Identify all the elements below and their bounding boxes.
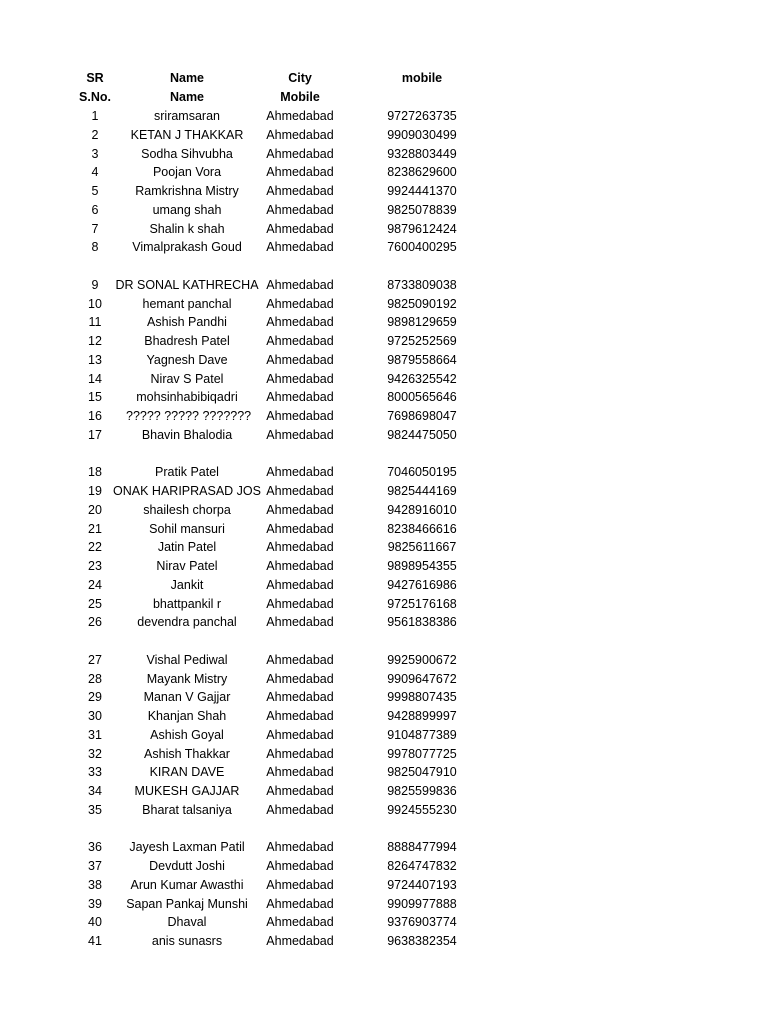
- header-name-2: Name: [169, 90, 205, 104]
- row-city: Ahmedabad: [266, 840, 334, 855]
- row-mobile: 9825611667: [387, 540, 457, 555]
- table-row: [0, 182, 768, 201]
- row-sr: 4: [91, 165, 99, 180]
- row-name: Arun Kumar Awasthi: [130, 877, 244, 892]
- row-mobile: 8733809038: [387, 277, 457, 292]
- row-sr: 12: [88, 334, 102, 348]
- row-city: Ahmedabad: [266, 746, 334, 761]
- row-sr: 22: [88, 540, 102, 555]
- row-mobile: 8238466616: [387, 521, 457, 536]
- row-mobile: 9825047910: [387, 765, 457, 780]
- row-mobile: 9638382354: [387, 934, 457, 948]
- table-row: [0, 876, 768, 895]
- row-sr: 27: [88, 652, 102, 667]
- row-name: Jatin Patel: [157, 540, 217, 555]
- row-mobile: 7046050195: [387, 465, 457, 480]
- row-name: Pratik Patel: [155, 465, 219, 480]
- row-mobile: 8888477994: [387, 840, 457, 855]
- row-city: Ahmedabad: [266, 146, 334, 161]
- table-row: [0, 145, 768, 164]
- row-sr: 36: [88, 840, 102, 855]
- row-city: Ahmedabad: [266, 409, 334, 423]
- row-mobile: 9428899997: [387, 709, 457, 723]
- row-name: sriramsaran: [154, 109, 220, 123]
- row-city: Ahmedabad: [266, 559, 334, 573]
- row-sr: 14: [88, 371, 102, 386]
- row-name: Poojan Vora: [152, 165, 222, 180]
- row-city: Ahmedabad: [266, 184, 334, 198]
- row-mobile: 9924441370: [387, 184, 457, 198]
- row-name: devendra panchal: [137, 615, 237, 630]
- row-mobile: 9376903774: [387, 915, 457, 930]
- row-mobile: 9924555230: [387, 802, 457, 817]
- row-city: Ahmedabad: [266, 577, 334, 592]
- row-name: Mayank Mistry: [146, 671, 228, 686]
- table-row: [0, 295, 768, 314]
- row-mobile: 8000565646: [387, 390, 457, 405]
- table-row: [0, 557, 768, 576]
- row-sr: 28: [88, 671, 102, 686]
- row-name: Sodha Sihvubha: [141, 146, 233, 161]
- table-row: [0, 913, 768, 932]
- row-city: Ahmedabad: [266, 352, 334, 367]
- row-name: Khanjan Shah: [147, 709, 227, 723]
- row-mobile: 8238629600: [387, 165, 457, 180]
- row-city: Ahmedabad: [266, 240, 334, 255]
- table-row: [0, 501, 768, 520]
- table-row: [0, 313, 768, 332]
- row-sr: 23: [88, 559, 102, 573]
- table-row: [0, 276, 768, 295]
- row-sr: 8: [91, 240, 99, 255]
- row-city: Ahmedabad: [266, 765, 334, 780]
- table-row: [0, 538, 768, 557]
- row-name: Sohil mansuri: [149, 521, 225, 536]
- row-mobile: 9825444169: [387, 484, 457, 498]
- row-city: Ahmedabad: [266, 521, 334, 536]
- row-mobile: 9925900672: [387, 652, 457, 667]
- row-city: Ahmedabad: [266, 671, 334, 686]
- row-name: Nirav Patel: [156, 559, 218, 573]
- row-city: Ahmedabad: [266, 690, 334, 705]
- table-row: [0, 670, 768, 689]
- row-mobile: 9428916010: [387, 502, 457, 517]
- row-name: MUKESH GAJJAR: [134, 784, 240, 798]
- row-city: Ahmedabad: [266, 296, 334, 311]
- row-name: Shalin k shah: [149, 221, 225, 236]
- row-city: Ahmedabad: [266, 277, 334, 292]
- row-city: Ahmedabad: [266, 465, 334, 480]
- row-name: Devdutt Joshi: [149, 859, 225, 873]
- table-row: [0, 707, 768, 726]
- row-mobile: 9104877389: [387, 727, 457, 742]
- row-sr: 11: [88, 315, 102, 330]
- header-sno: S.No.: [79, 90, 111, 104]
- table-row: [0, 857, 768, 876]
- table-row: [0, 838, 768, 857]
- row-mobile: 8264747832: [387, 859, 457, 873]
- row-sr: 38: [88, 877, 102, 892]
- table-row: [0, 332, 768, 351]
- row-mobile: 9427616986: [387, 577, 457, 592]
- row-name: Ashish Thakkar: [144, 746, 230, 761]
- row-sr: 32: [88, 746, 102, 761]
- row-city: Ahmedabad: [266, 315, 334, 330]
- row-city: Ahmedabad: [266, 127, 334, 142]
- row-mobile: 9898129659: [387, 315, 457, 330]
- row-sr: 10: [88, 296, 102, 311]
- row-sr: 19: [88, 484, 102, 498]
- row-city: Ahmedabad: [266, 934, 334, 948]
- row-city: Ahmedabad: [266, 427, 334, 442]
- table-row: [0, 220, 768, 239]
- row-city: Ahmedabad: [266, 540, 334, 555]
- table-row: [0, 595, 768, 614]
- row-sr: 41: [88, 934, 102, 948]
- header-sr: SR: [86, 71, 104, 85]
- row-sr: 13: [88, 352, 102, 367]
- table-row: [0, 895, 768, 914]
- row-mobile: 9727263735: [387, 109, 457, 123]
- table-row: [0, 388, 768, 407]
- row-city: Ahmedabad: [266, 109, 334, 123]
- row-city: Ahmedabad: [266, 371, 334, 386]
- row-name: Jankit: [170, 577, 204, 592]
- row-sr: 17: [88, 427, 102, 442]
- row-mobile: 9725176168: [387, 596, 457, 611]
- row-name-text: ONAK HARIPRASAD JOS: [113, 484, 261, 498]
- header-row-1: [0, 69, 768, 88]
- row-sr: 2: [91, 127, 99, 142]
- row-mobile: 9426325542: [387, 371, 457, 386]
- row-name: Nirav S Patel: [150, 371, 224, 386]
- row-name: KETAN J THAKKAR: [130, 127, 244, 142]
- row-city: Ahmedabad: [266, 709, 334, 723]
- row-city: Ahmedabad: [266, 652, 334, 667]
- row-sr: 15: [88, 390, 102, 405]
- row-mobile: 9328803449: [387, 146, 457, 161]
- row-city: Ahmedabad: [266, 784, 334, 798]
- row-name: shailesh chorpa: [143, 502, 231, 517]
- row-mobile: 9909647672: [387, 671, 457, 686]
- row-name: bhattpankil r: [152, 596, 222, 611]
- row-mobile: 9825599836: [387, 784, 457, 798]
- row-sr: 37: [88, 859, 102, 873]
- row-mobile: 9879612424: [387, 221, 457, 236]
- row-city: Ahmedabad: [266, 727, 334, 742]
- row-sr: 30: [88, 709, 102, 723]
- row-sr: 39: [88, 896, 102, 911]
- row-city: Ahmedabad: [266, 334, 334, 348]
- table-row: [0, 370, 768, 389]
- row-name: Vimalprakash Goud: [132, 240, 242, 255]
- row-sr: 1: [91, 109, 99, 123]
- table-row: [0, 745, 768, 764]
- row-name: umang shah: [152, 202, 222, 217]
- row-name: Sapan Pankaj Munshi: [126, 896, 248, 911]
- row-mobile: 9879558664: [387, 352, 457, 367]
- table-row: [0, 126, 768, 145]
- row-name: Yagnesh Dave: [146, 352, 228, 367]
- row-sr: 25: [88, 596, 102, 611]
- row-mobile: 9909977888: [387, 896, 457, 911]
- row-city: Ahmedabad: [266, 202, 334, 217]
- row-name-text: DR SONAL KATHRECHA: [115, 277, 259, 292]
- row-mobile: 9825078839: [387, 202, 457, 217]
- row-name: hemant panchal: [142, 296, 232, 311]
- row-sr: 26: [88, 615, 102, 630]
- row-mobile: 7698698047: [387, 409, 457, 423]
- table-row: [0, 688, 768, 707]
- row-name: Bhavin Bhalodia: [141, 427, 233, 442]
- header-blank: [378, 88, 466, 107]
- row-sr: 5: [91, 184, 99, 198]
- table-row: [0, 520, 768, 539]
- header-name: Name: [169, 71, 205, 85]
- table-row: [0, 651, 768, 670]
- header-row-2: [0, 88, 768, 107]
- row-sr: 33: [88, 765, 102, 780]
- row-mobile: 9725252569: [387, 334, 457, 348]
- row-name: Bhadresh Patel: [144, 334, 230, 348]
- row-sr: 21: [88, 521, 102, 536]
- table-row: [0, 782, 768, 801]
- row-name: Ramkrishna Mistry: [135, 184, 239, 198]
- row-name: [113, 482, 261, 501]
- row-sr: 18: [88, 465, 102, 480]
- table-row: [0, 107, 768, 126]
- row-city: Ahmedabad: [266, 484, 334, 498]
- row-city: Ahmedabad: [266, 896, 334, 911]
- row-city: Ahmedabad: [266, 877, 334, 892]
- table-row: [0, 463, 768, 482]
- table-row: [0, 201, 768, 220]
- row-sr: 3: [91, 146, 99, 161]
- row-mobile: 9724407193: [387, 877, 457, 892]
- row-name: Ashish Goyal: [150, 727, 224, 742]
- table-row: [0, 726, 768, 745]
- table-row: [0, 238, 768, 257]
- row-sr: 7: [91, 221, 99, 236]
- row-sr: 34: [88, 784, 102, 798]
- row-mobile: 9898954355: [387, 559, 457, 573]
- row-name: Vishal Pediwal: [146, 652, 228, 667]
- row-name: ????? ????? ???????: [126, 409, 252, 423]
- row-sr: 16: [88, 409, 102, 423]
- row-name: KIRAN DAVE: [149, 765, 225, 780]
- row-sr: 9: [91, 277, 99, 292]
- row-name: Dhaval: [167, 915, 207, 930]
- row-city: Ahmedabad: [266, 859, 334, 873]
- row-city: Ahmedabad: [266, 221, 334, 236]
- row-mobile: 9998807435: [387, 690, 457, 705]
- row-sr: 40: [88, 915, 102, 930]
- header-mobile-2: Mobile: [280, 90, 320, 104]
- table-row: [0, 163, 768, 182]
- row-name: anis sunasrs: [151, 934, 223, 948]
- row-city: Ahmedabad: [266, 502, 334, 517]
- table-row: [0, 407, 768, 426]
- row-sr: 24: [88, 577, 102, 592]
- row-mobile: 9561838386: [387, 615, 457, 630]
- row-mobile: 9824475050: [387, 427, 457, 442]
- row-name: Bharat talsaniya: [142, 802, 232, 817]
- row-city: Ahmedabad: [266, 615, 334, 630]
- row-sr: 35: [88, 802, 102, 817]
- row-name: Manan V Gajjar: [143, 690, 231, 705]
- table-row: [0, 613, 768, 632]
- row-city: Ahmedabad: [266, 802, 334, 817]
- header-city: City: [288, 71, 312, 85]
- row-sr: 31: [88, 727, 102, 742]
- row-sr: 6: [91, 202, 99, 217]
- row-city: Ahmedabad: [266, 390, 334, 405]
- table-row: [0, 576, 768, 595]
- row-city: Ahmedabad: [266, 915, 334, 930]
- table-row: [0, 763, 768, 782]
- header-mobile: mobile: [401, 71, 443, 85]
- row-name: Jayesh Laxman Patil: [129, 840, 245, 855]
- row-mobile: 9978077725: [387, 746, 457, 761]
- row-city: Ahmedabad: [266, 596, 334, 611]
- row-name: Ashish Pandhi: [147, 315, 227, 330]
- row-mobile: 9909030499: [387, 127, 457, 142]
- table-row: [0, 426, 768, 445]
- row-city: Ahmedabad: [266, 165, 334, 180]
- table-row: [0, 482, 768, 501]
- row-sr: 20: [88, 502, 102, 517]
- table-row: [0, 351, 768, 370]
- row-name: [115, 276, 259, 295]
- table-row: [0, 932, 768, 951]
- table-row: [0, 801, 768, 820]
- row-sr: 29: [88, 690, 102, 705]
- row-name: mohsinhabibiqadri: [136, 390, 238, 405]
- row-mobile: 9825090192: [387, 296, 457, 311]
- row-mobile: 7600400295: [387, 240, 457, 255]
